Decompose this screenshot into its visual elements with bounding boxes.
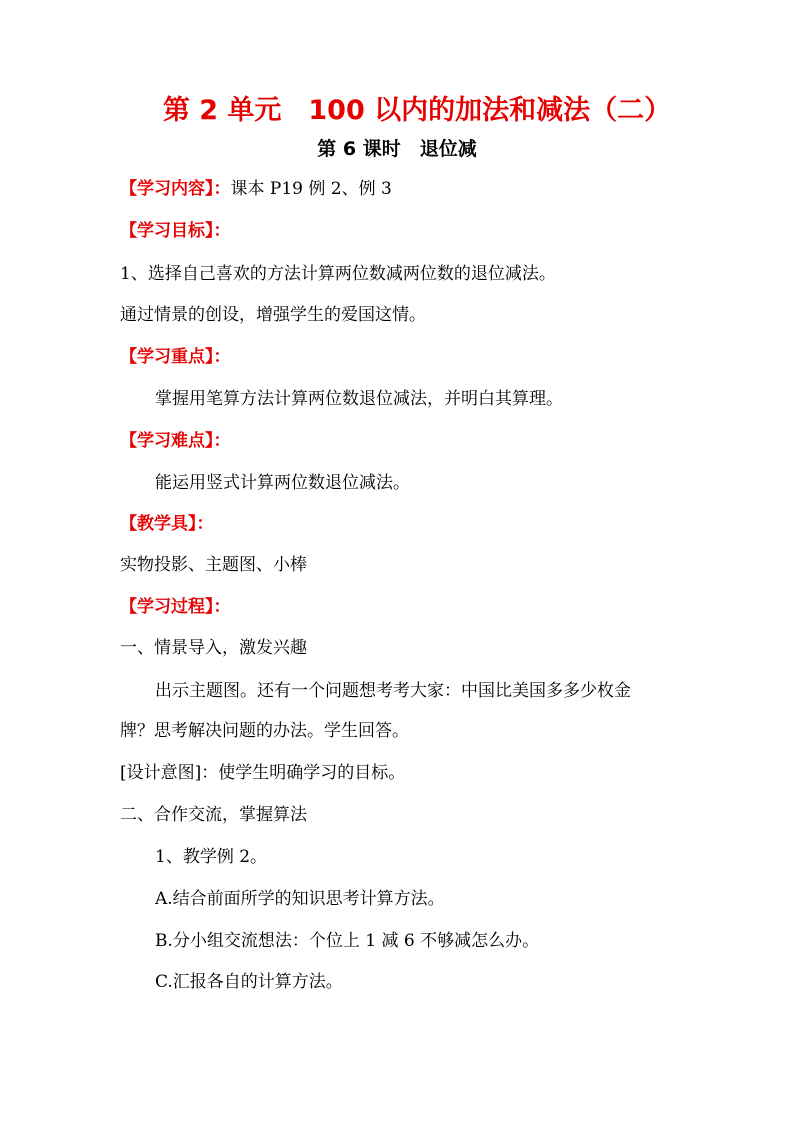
step2-title: 二、合作交流，掌握算法 [120,805,307,825]
step2-item-b: B.分小组交流想法：个位上 1 减 6 不够减怎么办。 [155,931,540,951]
step2-item-1: 1、教学例 2。 [155,847,268,867]
design-note: [设计意图]：使学生明确学习的目标。 [120,763,406,783]
content-heading: 【学习内容】： [120,179,231,199]
tools-heading: 【教学具】： [120,514,214,534]
goal-item-2: 通过情景的创设，增强学生的爱国这情。 [120,305,426,325]
step1-line-1: 出示主题图。还有一个问题想考考大家：中国比美国多多少枚金 [155,681,631,701]
process-heading: 【学习过程】： [120,597,231,617]
goal-heading: 【学习目标】： [120,221,231,241]
difficulty-heading: 【学习难点】： [120,431,231,451]
step2-item-c: C.汇报各自的计算方法。 [155,972,343,992]
tools-text: 实物投影、主题图、小棒 [120,555,307,575]
step1-title: 一、情景导入，激发兴趣 [120,638,307,658]
step2-item-a: A.结合前面所学的知识思考计算方法。 [155,889,445,909]
goal-item-1: 1、选择自己喜欢的方法计算两位数减两位数的退位减法。 [120,264,556,284]
difficulty-text: 能运用竖式计算两位数退位减法。 [155,473,410,493]
content-text: 课本 P19 例 2、例 3 [230,179,392,199]
page-title: 第 2 单元 100 以内的加法和减法（二） [162,95,672,126]
step1-line-2: 牌？思考解决问题的办法。学生回答。 [120,721,409,741]
key-heading: 【学习重点】： [120,347,231,367]
lesson-subtitle: 第 6 课时 退位减 [317,138,477,160]
key-text: 掌握用笔算方法计算两位数退位减法，并明白其算理。 [155,389,563,409]
content-section [120,178,392,200]
